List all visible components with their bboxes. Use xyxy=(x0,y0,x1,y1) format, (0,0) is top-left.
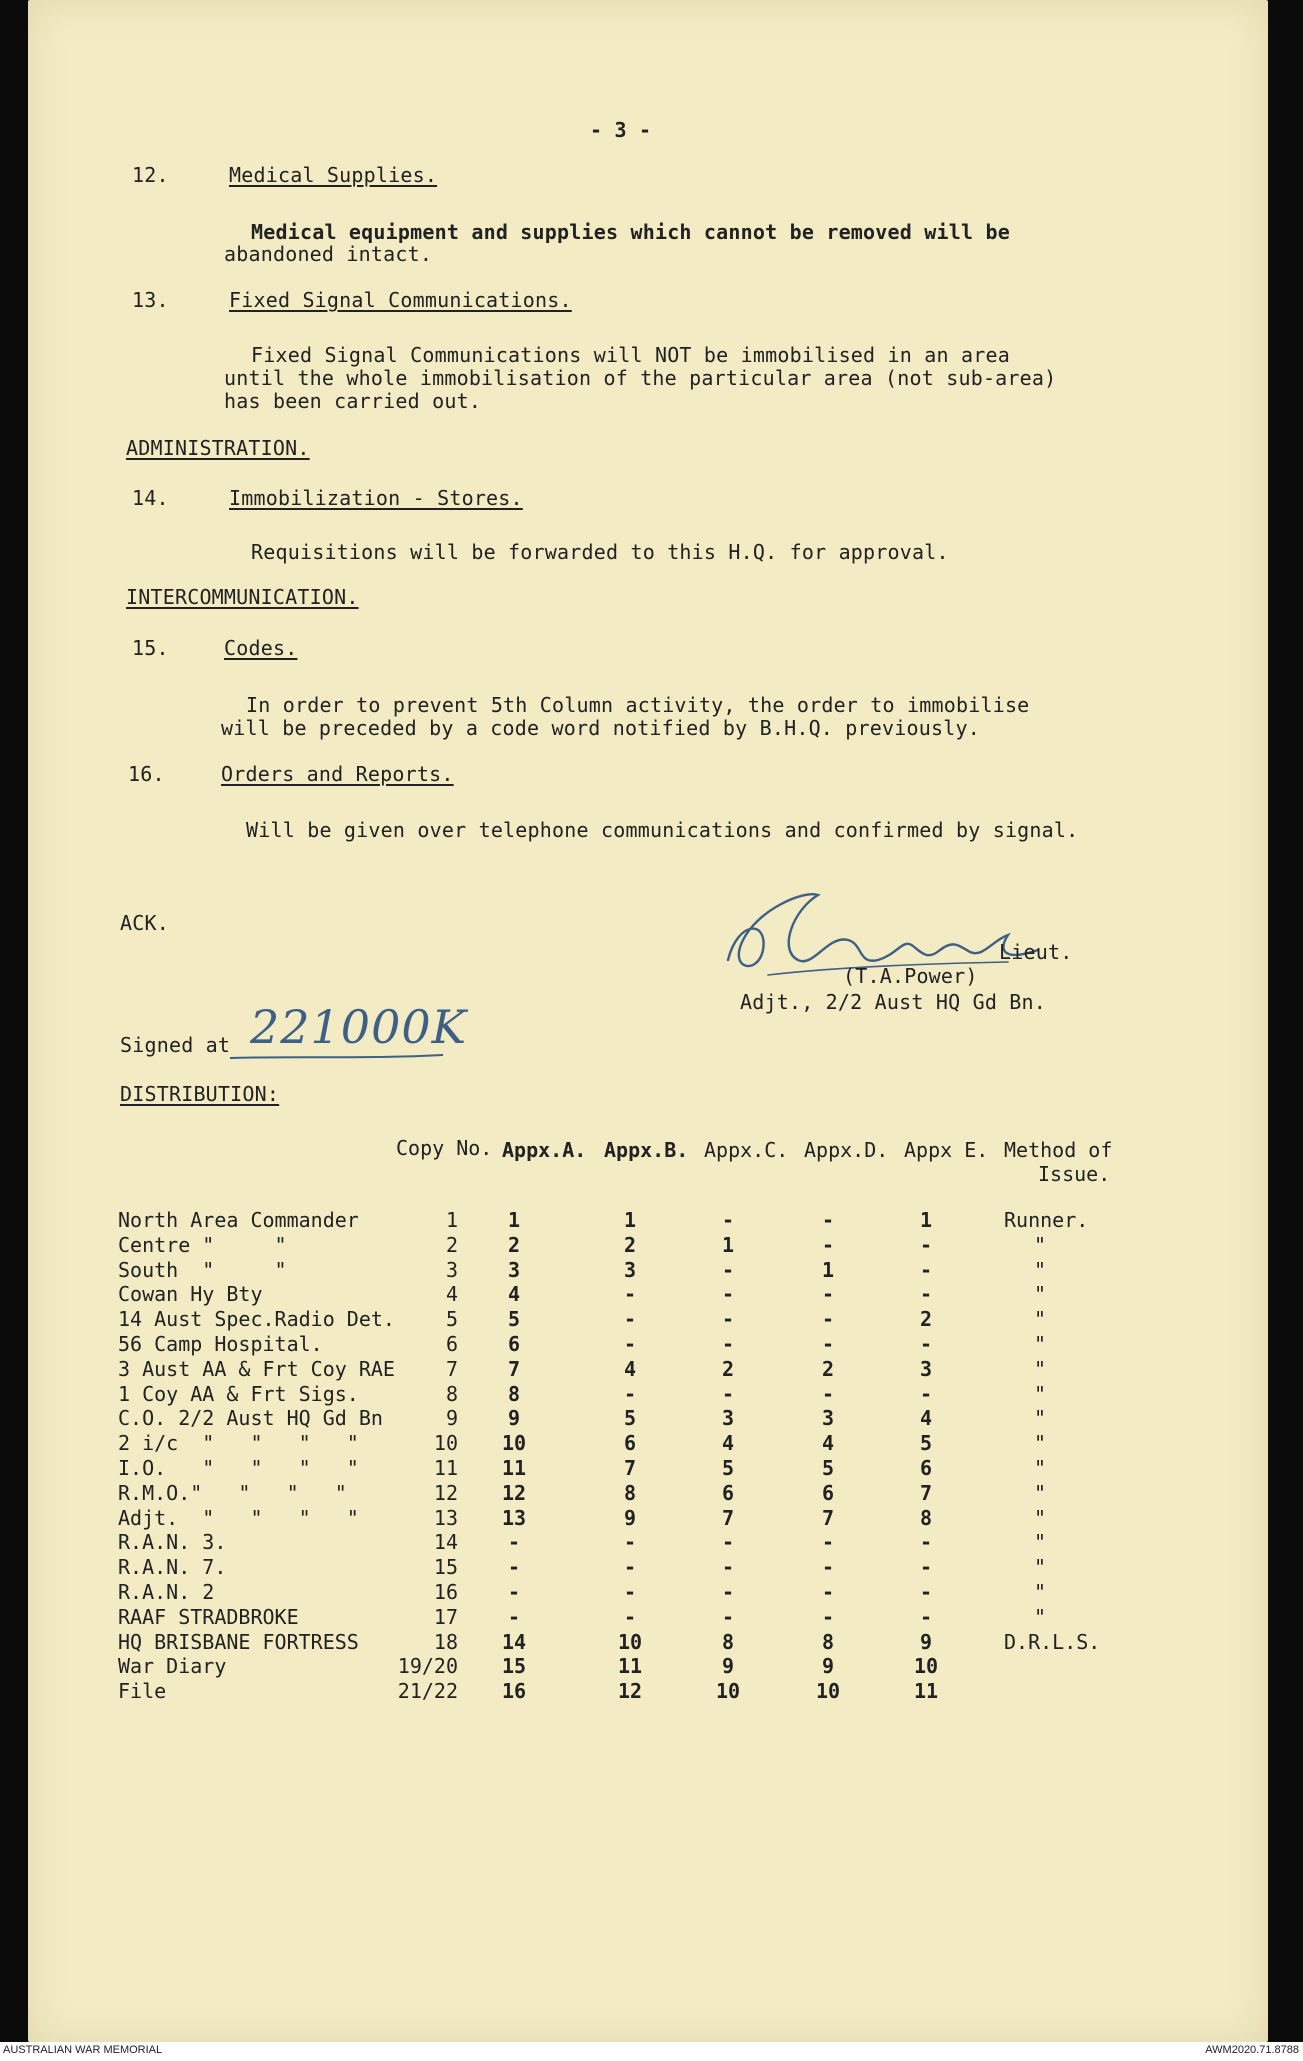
row-appx-a: 4 xyxy=(507,1282,521,1306)
row-name: South " " xyxy=(118,1258,287,1282)
row-appx-b: 3 xyxy=(623,1258,637,1282)
row-name: R.A.N. 7. xyxy=(118,1555,227,1579)
row-appx-d: - xyxy=(821,1382,835,1406)
row-copy-no: 14 xyxy=(433,1530,458,1554)
row-method: " xyxy=(1034,1258,1047,1282)
row-appx-e: - xyxy=(919,1605,933,1629)
row-appx-b: 8 xyxy=(623,1481,637,1505)
row-appx-a: 2 xyxy=(507,1233,521,1257)
row-appx-e: 6 xyxy=(919,1456,933,1480)
row-name: R.A.N. 2 xyxy=(118,1580,215,1604)
row-method: " xyxy=(1034,1307,1047,1331)
row-appx-b: - xyxy=(623,1332,637,1356)
row-appx-d: 1 xyxy=(821,1258,835,1282)
header-method-line1: Method of xyxy=(1004,1138,1113,1162)
section-15-number: 15. xyxy=(132,636,169,660)
signed-at-underline xyxy=(228,1052,448,1064)
row-appx-e: - xyxy=(919,1332,933,1356)
row-appx-c: - xyxy=(721,1282,735,1306)
row-copy-no: 9 xyxy=(445,1406,458,1430)
row-method: " xyxy=(1034,1382,1047,1406)
row-appx-b: 5 xyxy=(623,1406,637,1430)
row-copy-no: 7 xyxy=(445,1357,458,1381)
row-appx-a: 7 xyxy=(507,1357,521,1381)
row-method: " xyxy=(1034,1233,1047,1257)
row-appx-d: - xyxy=(821,1605,835,1629)
section-14-title: Immobilization - Stores. xyxy=(229,486,523,510)
row-appx-e: 9 xyxy=(919,1630,933,1654)
row-method: " xyxy=(1034,1431,1047,1455)
row-name: Adjt. " " " " xyxy=(118,1506,359,1530)
row-copy-no: 13 xyxy=(433,1506,458,1530)
row-appx-e: - xyxy=(919,1530,933,1554)
row-method: " xyxy=(1034,1555,1047,1579)
section-12-number: 12. xyxy=(132,163,169,187)
row-appx-e: - xyxy=(919,1580,933,1604)
header-appx-b: Appx.B. xyxy=(604,1138,689,1162)
row-appx-b: 9 xyxy=(623,1506,637,1530)
row-appx-b: 2 xyxy=(623,1233,637,1257)
section-14-line1: Requisitions will be forwarded to this H.Q. for approval. xyxy=(251,540,949,564)
row-appx-e: - xyxy=(919,1233,933,1257)
signature-appointment: Adjt., 2/2 Aust HQ Gd Bn. xyxy=(740,990,1047,1014)
section-12-line1: Medical equipment and supplies which cannot be removed will be xyxy=(251,220,1010,244)
row-copy-no: 18 xyxy=(433,1630,458,1654)
row-appx-e: 8 xyxy=(919,1506,933,1530)
row-appx-b: - xyxy=(623,1307,637,1331)
row-copy-no: 19/20 xyxy=(397,1654,458,1678)
row-appx-b: - xyxy=(623,1282,637,1306)
row-appx-c: 10 xyxy=(715,1679,741,1703)
document-page xyxy=(28,0,1268,2042)
signature-name: (T.A.Power) xyxy=(843,964,978,988)
row-copy-no: 6 xyxy=(445,1332,458,1356)
row-appx-a: 1 xyxy=(507,1208,521,1232)
row-appx-d: - xyxy=(821,1208,835,1232)
row-appx-c: 8 xyxy=(721,1630,735,1654)
row-method: " xyxy=(1034,1357,1047,1381)
row-copy-no: 11 xyxy=(433,1456,458,1480)
row-appx-a: 3 xyxy=(507,1258,521,1282)
row-appx-c: - xyxy=(721,1307,735,1331)
row-appx-e: 7 xyxy=(919,1481,933,1505)
row-appx-b: 6 xyxy=(623,1431,637,1455)
section-13-line1: Fixed Signal Communications will NOT be immobilised in an area xyxy=(251,343,1010,367)
row-appx-c: 6 xyxy=(721,1481,735,1505)
section-15-title: Codes. xyxy=(224,636,298,660)
row-appx-d: 6 xyxy=(821,1481,835,1505)
row-appx-a: 8 xyxy=(507,1382,521,1406)
row-appx-c: 5 xyxy=(721,1456,735,1480)
row-appx-a: 9 xyxy=(507,1406,521,1430)
footer-right: AWM2020.71.8788 xyxy=(1205,2044,1299,2056)
row-method: " xyxy=(1034,1406,1047,1430)
row-appx-c: - xyxy=(721,1332,735,1356)
row-method: " xyxy=(1034,1481,1047,1505)
row-name: RAAF STRADBROKE xyxy=(118,1605,299,1629)
row-appx-a: 15 xyxy=(501,1654,527,1678)
row-copy-no: 21/22 xyxy=(397,1679,458,1703)
row-name: HQ BRISBANE FORTRESS xyxy=(118,1630,359,1654)
row-appx-c: 1 xyxy=(721,1233,735,1257)
section-13-line3: has been carried out. xyxy=(224,389,482,413)
row-appx-b: - xyxy=(623,1580,637,1604)
row-name: R.M.O." " " " xyxy=(118,1481,347,1505)
row-appx-c: - xyxy=(721,1555,735,1579)
row-appx-d: - xyxy=(821,1332,835,1356)
intercommunication-heading: INTERCOMMUNICATION. xyxy=(126,585,359,609)
row-copy-no: 1 xyxy=(445,1208,458,1232)
row-appx-c: - xyxy=(721,1208,735,1232)
row-copy-no: 10 xyxy=(433,1431,458,1455)
row-appx-c: 2 xyxy=(721,1357,735,1381)
row-appx-b: 1 xyxy=(623,1208,637,1232)
row-appx-e: - xyxy=(919,1282,933,1306)
row-appx-c: 9 xyxy=(721,1654,735,1678)
header-appx-a: Appx.A. xyxy=(502,1138,587,1162)
row-appx-e: 10 xyxy=(913,1654,939,1678)
header-appx-e: Appx E. xyxy=(904,1138,989,1162)
row-method: " xyxy=(1034,1332,1047,1356)
row-appx-d: 2 xyxy=(821,1357,835,1381)
row-method: " xyxy=(1034,1282,1047,1306)
section-13-number: 13. xyxy=(132,288,169,312)
row-name: File xyxy=(118,1679,167,1703)
row-name: 2 i/c " " " " xyxy=(118,1431,359,1455)
row-appx-a: 12 xyxy=(501,1481,527,1505)
row-appx-b: 11 xyxy=(617,1654,643,1678)
row-name: C.O. 2/2 Aust HQ Gd Bn xyxy=(118,1406,383,1430)
administration-heading: ADMINISTRATION. xyxy=(126,436,310,460)
row-method: " xyxy=(1034,1506,1047,1530)
row-appx-c: 4 xyxy=(721,1431,735,1455)
row-appx-d: 7 xyxy=(821,1506,835,1530)
row-appx-b: - xyxy=(623,1530,637,1554)
signed-at-label: Signed at xyxy=(120,1033,231,1057)
section-13-line2: until the whole immobilisation of the particular area (not sub-area) xyxy=(224,366,1057,390)
row-method: " xyxy=(1034,1580,1047,1604)
header-appx-d: Appx.D. xyxy=(804,1138,889,1162)
row-appx-c: - xyxy=(721,1580,735,1604)
header-appx-c: Appx.C. xyxy=(704,1138,789,1162)
section-13-title: Fixed Signal Communications. xyxy=(229,288,572,312)
signature-rank: Lieut. xyxy=(999,940,1073,964)
row-name: North Area Commander xyxy=(118,1208,359,1232)
row-name: 56 Camp Hospital. xyxy=(118,1332,323,1356)
row-copy-no: 12 xyxy=(433,1481,458,1505)
row-appx-d: 8 xyxy=(821,1630,835,1654)
row-appx-b: 12 xyxy=(617,1679,643,1703)
row-method: " xyxy=(1034,1605,1047,1629)
row-appx-a: - xyxy=(507,1605,521,1629)
row-appx-d: 3 xyxy=(821,1406,835,1430)
row-copy-no: 16 xyxy=(433,1580,458,1604)
row-copy-no: 2 xyxy=(445,1233,458,1257)
row-appx-a: 13 xyxy=(501,1506,527,1530)
row-appx-e: 4 xyxy=(919,1406,933,1430)
row-appx-e: 3 xyxy=(919,1357,933,1381)
row-method: " xyxy=(1034,1530,1047,1554)
row-appx-c: 3 xyxy=(721,1406,735,1430)
row-appx-c: - xyxy=(721,1605,735,1629)
row-name: 3 Aust AA & Frt Coy RAE xyxy=(118,1357,395,1381)
row-appx-b: 7 xyxy=(623,1456,637,1480)
row-name: R.A.N. 3. xyxy=(118,1530,227,1554)
signed-at-value: 221000K xyxy=(250,1000,467,1054)
row-name: War Diary xyxy=(118,1654,227,1678)
row-appx-a: 11 xyxy=(501,1456,527,1480)
row-appx-a: - xyxy=(507,1555,521,1579)
row-appx-b: - xyxy=(623,1555,637,1579)
section-12-line2: abandoned intact. xyxy=(224,242,433,266)
row-appx-a: 5 xyxy=(507,1307,521,1331)
section-15-line2: will be preceded by a code word notified by B.H.Q. previously. xyxy=(221,716,980,740)
row-appx-c: - xyxy=(721,1530,735,1554)
row-appx-d: 5 xyxy=(821,1456,835,1480)
row-copy-no: 4 xyxy=(445,1282,458,1306)
ack-label: ACK. xyxy=(120,911,169,935)
section-12-title: Medical Supplies. xyxy=(229,163,438,187)
row-appx-d: - xyxy=(821,1307,835,1331)
row-appx-d: - xyxy=(821,1580,835,1604)
footer-left: AUSTRALIAN WAR MEMORIAL xyxy=(3,2044,163,2056)
row-appx-a: - xyxy=(507,1580,521,1604)
row-copy-no: 17 xyxy=(433,1605,458,1629)
row-appx-d: 9 xyxy=(821,1654,835,1678)
row-appx-a: - xyxy=(507,1530,521,1554)
row-appx-e: - xyxy=(919,1382,933,1406)
section-16-number: 16. xyxy=(128,762,165,786)
row-appx-d: - xyxy=(821,1555,835,1579)
row-appx-a: 16 xyxy=(501,1679,527,1703)
row-name: 14 Aust Spec.Radio Det. xyxy=(118,1307,395,1331)
section-14-number: 14. xyxy=(132,486,169,510)
row-appx-b: 10 xyxy=(617,1630,643,1654)
row-name: 1 Coy AA & Frt Sigs. xyxy=(118,1382,359,1406)
row-appx-c: - xyxy=(721,1382,735,1406)
row-appx-a: 10 xyxy=(501,1431,527,1455)
row-copy-no: 5 xyxy=(445,1307,458,1331)
row-method: Runner. xyxy=(1004,1208,1089,1232)
row-method: D.R.L.S. xyxy=(1004,1630,1101,1654)
row-name: Centre " " xyxy=(118,1233,287,1257)
row-appx-a: 6 xyxy=(507,1332,521,1356)
row-appx-b: - xyxy=(623,1382,637,1406)
distribution-heading: DISTRIBUTION: xyxy=(120,1082,280,1106)
header-copy-no: Copy No. xyxy=(396,1136,493,1160)
row-appx-d: 10 xyxy=(815,1679,841,1703)
row-appx-d: - xyxy=(821,1282,835,1306)
row-copy-no: 8 xyxy=(445,1382,458,1406)
row-copy-no: 3 xyxy=(445,1258,458,1282)
row-appx-e: 2 xyxy=(919,1307,933,1331)
row-appx-b: - xyxy=(623,1605,637,1629)
section-16-title: Orders and Reports. xyxy=(221,762,454,786)
row-name: Cowan Hy Bty xyxy=(118,1282,263,1306)
row-appx-c: - xyxy=(721,1258,735,1282)
row-method: " xyxy=(1034,1456,1047,1480)
row-appx-d: - xyxy=(821,1530,835,1554)
section-16-line1: Will be given over telephone communications and confirmed by signal. xyxy=(246,818,1079,842)
row-appx-e: 11 xyxy=(913,1679,939,1703)
row-appx-e: - xyxy=(919,1258,933,1282)
row-appx-a: 14 xyxy=(501,1630,527,1654)
row-appx-d: - xyxy=(821,1233,835,1257)
section-15-line1: In order to prevent 5th Column activity, the order to immobilise xyxy=(246,693,1030,717)
row-appx-e: - xyxy=(919,1555,933,1579)
header-method-line2: Issue. xyxy=(1038,1162,1111,1186)
row-name: I.O. " " " " xyxy=(118,1456,359,1480)
row-appx-d: 4 xyxy=(821,1431,835,1455)
row-copy-no: 15 xyxy=(433,1555,458,1579)
row-appx-e: 5 xyxy=(919,1431,933,1455)
footer-bar xyxy=(0,2042,1303,2061)
row-appx-e: 1 xyxy=(919,1208,933,1232)
row-appx-c: 7 xyxy=(721,1506,735,1530)
page-number: - 3 - xyxy=(590,118,652,142)
row-appx-b: 4 xyxy=(623,1357,637,1381)
